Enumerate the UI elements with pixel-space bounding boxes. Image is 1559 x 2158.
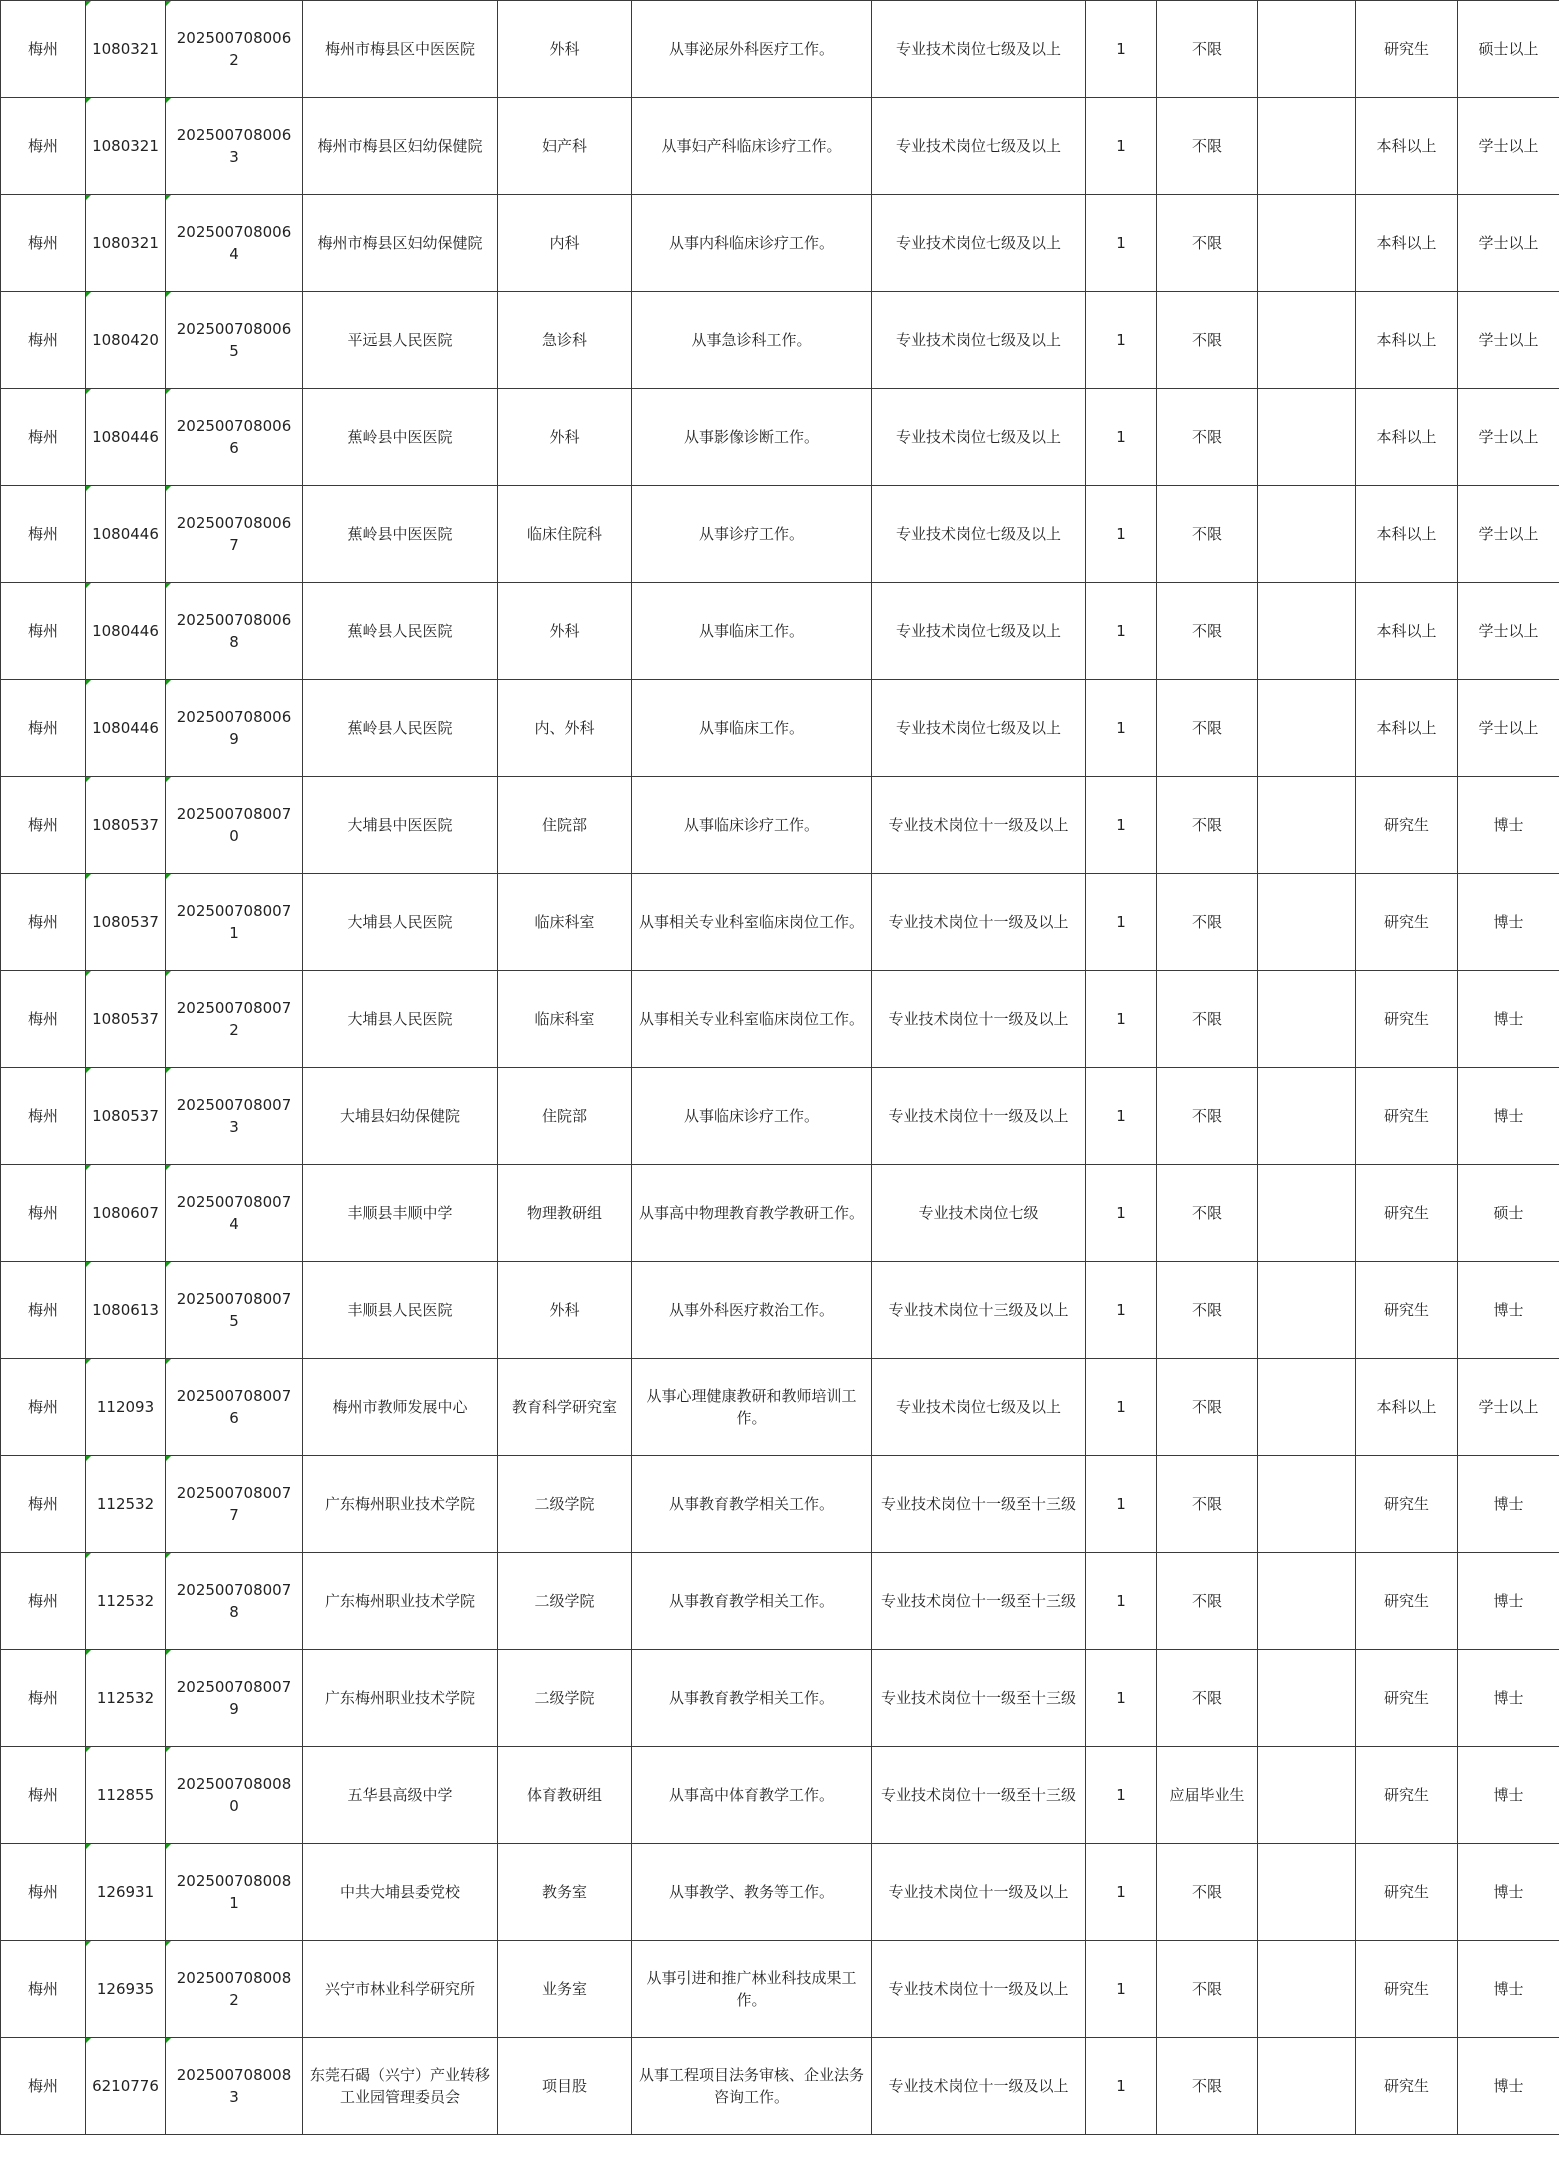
level-cell: 专业技术岗位七级及以上 xyxy=(872,1,1086,98)
count-cell: 1 xyxy=(1086,1262,1157,1359)
dept-code-cell: 1080613 xyxy=(86,1262,166,1359)
education-cell: 本科以上 xyxy=(1356,389,1458,486)
level-cell: 专业技术岗位七级及以上 xyxy=(872,680,1086,777)
count-cell: 1 xyxy=(1086,971,1157,1068)
table-row xyxy=(1,486,1559,583)
extra-cell xyxy=(1258,874,1356,971)
dept-code-cell: 1080446 xyxy=(86,680,166,777)
degree-cell: 博士 xyxy=(1458,777,1559,874)
extra-cell xyxy=(1258,1456,1356,1553)
duty-cell: 从事临床工作。 xyxy=(632,583,872,680)
unit-cell: 梅州市梅县区妇幼保健院 xyxy=(303,98,498,195)
dept-code-cell: 1080321 xyxy=(86,1,166,98)
post-code-cell: 2025007080081 xyxy=(166,1844,303,1941)
dept-code-cell: 126931 xyxy=(86,1844,166,1941)
section-cell: 二级学院 xyxy=(498,1456,632,1553)
count-cell: 1 xyxy=(1086,1165,1157,1262)
post-code-cell: 2025007080078 xyxy=(166,1553,303,1650)
city-cell: 梅州 xyxy=(1,1941,86,2038)
table-row xyxy=(1,777,1559,874)
table-row xyxy=(1,680,1559,777)
education-cell: 研究生 xyxy=(1356,2038,1458,2135)
post-code-cell: 2025007080079 xyxy=(166,1650,303,1747)
duty-cell: 从事心理健康教研和教师培训工作。 xyxy=(632,1359,872,1456)
dept-code-cell: 1080321 xyxy=(86,98,166,195)
table-row xyxy=(1,1650,1559,1747)
level-cell: 专业技术岗位十一级及以上 xyxy=(872,1844,1086,1941)
section-cell: 教务室 xyxy=(498,1844,632,1941)
post-code-cell: 2025007080069 xyxy=(166,680,303,777)
post-code-cell: 2025007080062 xyxy=(166,1,303,98)
unit-cell: 蕉岭县中医医院 xyxy=(303,389,498,486)
education-cell: 研究生 xyxy=(1356,1165,1458,1262)
degree-cell: 博士 xyxy=(1458,1456,1559,1553)
city-cell: 梅州 xyxy=(1,389,86,486)
city-cell: 梅州 xyxy=(1,292,86,389)
dept-code-cell: 1080537 xyxy=(86,1068,166,1165)
table-row xyxy=(1,389,1559,486)
section-cell: 住院部 xyxy=(498,1068,632,1165)
section-cell: 临床住院科 xyxy=(498,486,632,583)
dept-code-cell: 1080537 xyxy=(86,777,166,874)
extra-cell xyxy=(1258,292,1356,389)
level-cell: 专业技术岗位十一级及以上 xyxy=(872,874,1086,971)
post-code-cell: 2025007080082 xyxy=(166,1941,303,2038)
duty-cell: 从事高中物理教育教学教研工作。 xyxy=(632,1165,872,1262)
count-cell: 1 xyxy=(1086,389,1157,486)
section-cell: 业务室 xyxy=(498,1941,632,2038)
post-code-cell: 2025007080077 xyxy=(166,1456,303,1553)
unit-cell: 梅州市教师发展中心 xyxy=(303,1359,498,1456)
section-cell: 体育教研组 xyxy=(498,1747,632,1844)
count-cell: 1 xyxy=(1086,1941,1157,2038)
unit-cell: 大埔县人民医院 xyxy=(303,874,498,971)
extra-cell xyxy=(1258,98,1356,195)
target-cell: 不限 xyxy=(1157,2038,1258,2135)
degree-cell: 学士以上 xyxy=(1458,486,1559,583)
extra-cell xyxy=(1258,680,1356,777)
count-cell: 1 xyxy=(1086,195,1157,292)
city-cell: 梅州 xyxy=(1,1,86,98)
degree-cell: 学士以上 xyxy=(1458,195,1559,292)
level-cell: 专业技术岗位十一级及以上 xyxy=(872,777,1086,874)
target-cell: 不限 xyxy=(1157,1844,1258,1941)
dept-code-cell: 1080321 xyxy=(86,195,166,292)
degree-cell: 学士以上 xyxy=(1458,1359,1559,1456)
extra-cell xyxy=(1258,486,1356,583)
dept-code-cell: 126935 xyxy=(86,1941,166,2038)
section-cell: 临床科室 xyxy=(498,971,632,1068)
degree-cell: 学士以上 xyxy=(1458,389,1559,486)
level-cell: 专业技术岗位七级及以上 xyxy=(872,195,1086,292)
level-cell: 专业技术岗位十一级至十三级 xyxy=(872,1650,1086,1747)
extra-cell xyxy=(1258,1553,1356,1650)
count-cell: 1 xyxy=(1086,1553,1157,1650)
unit-cell: 梅州市梅县区妇幼保健院 xyxy=(303,195,498,292)
unit-cell: 梅州市梅县区中医医院 xyxy=(303,1,498,98)
table-row xyxy=(1,1165,1559,1262)
degree-cell: 博士 xyxy=(1458,1844,1559,1941)
target-cell: 不限 xyxy=(1157,1941,1258,2038)
unit-cell: 大埔县人民医院 xyxy=(303,971,498,1068)
extra-cell xyxy=(1258,389,1356,486)
level-cell: 专业技术岗位十一级及以上 xyxy=(872,1068,1086,1165)
duty-cell: 从事临床工作。 xyxy=(632,680,872,777)
duty-cell: 从事教学、教务等工作。 xyxy=(632,1844,872,1941)
section-cell: 外科 xyxy=(498,1,632,98)
count-cell: 1 xyxy=(1086,1844,1157,1941)
dept-code-cell: 1080446 xyxy=(86,486,166,583)
degree-cell: 博士 xyxy=(1458,874,1559,971)
duty-cell: 从事工程项目法务审核、企业法务咨询工作。 xyxy=(632,2038,872,2135)
count-cell: 1 xyxy=(1086,874,1157,971)
city-cell: 梅州 xyxy=(1,874,86,971)
target-cell: 不限 xyxy=(1157,680,1258,777)
duty-cell: 从事诊疗工作。 xyxy=(632,486,872,583)
target-cell: 不限 xyxy=(1157,1068,1258,1165)
table-row xyxy=(1,971,1559,1068)
degree-cell: 硕士 xyxy=(1458,1165,1559,1262)
city-cell: 梅州 xyxy=(1,98,86,195)
level-cell: 专业技术岗位七级及以上 xyxy=(872,389,1086,486)
education-cell: 本科以上 xyxy=(1356,680,1458,777)
level-cell: 专业技术岗位十一级至十三级 xyxy=(872,1553,1086,1650)
duty-cell: 从事高中体育教学工作。 xyxy=(632,1747,872,1844)
duty-cell: 从事临床诊疗工作。 xyxy=(632,777,872,874)
section-cell: 内科 xyxy=(498,195,632,292)
level-cell: 专业技术岗位十一级至十三级 xyxy=(872,1456,1086,1553)
duty-cell: 从事相关专业科室临床岗位工作。 xyxy=(632,971,872,1068)
city-cell: 梅州 xyxy=(1,486,86,583)
extra-cell xyxy=(1258,583,1356,680)
target-cell: 不限 xyxy=(1157,1650,1258,1747)
city-cell: 梅州 xyxy=(1,1068,86,1165)
count-cell: 1 xyxy=(1086,1359,1157,1456)
table-row xyxy=(1,195,1559,292)
table-row xyxy=(1,292,1559,389)
education-cell: 研究生 xyxy=(1356,1262,1458,1359)
extra-cell xyxy=(1258,1,1356,98)
dept-code-cell: 1080446 xyxy=(86,583,166,680)
dept-code-cell: 1080446 xyxy=(86,389,166,486)
table-row xyxy=(1,1,1559,98)
level-cell: 专业技术岗位十一级至十三级 xyxy=(872,1747,1086,1844)
target-cell: 不限 xyxy=(1157,1165,1258,1262)
degree-cell: 学士以上 xyxy=(1458,583,1559,680)
city-cell: 梅州 xyxy=(1,777,86,874)
unit-cell: 丰顺县人民医院 xyxy=(303,1262,498,1359)
section-cell: 二级学院 xyxy=(498,1650,632,1747)
duty-cell: 从事妇产科临床诊疗工作。 xyxy=(632,98,872,195)
table-row xyxy=(1,874,1559,971)
table-row xyxy=(1,1553,1559,1650)
degree-cell: 博士 xyxy=(1458,1068,1559,1165)
unit-cell: 东莞石碣（兴宁）产业转移工业园管理委员会 xyxy=(303,2038,498,2135)
unit-cell: 平远县人民医院 xyxy=(303,292,498,389)
degree-cell: 博士 xyxy=(1458,1262,1559,1359)
education-cell: 研究生 xyxy=(1356,1650,1458,1747)
duty-cell: 从事引进和推广林业科技成果工作。 xyxy=(632,1941,872,2038)
degree-cell: 学士以上 xyxy=(1458,98,1559,195)
duty-cell: 从事外科医疗救治工作。 xyxy=(632,1262,872,1359)
unit-cell: 兴宁市林业科学研究所 xyxy=(303,1941,498,2038)
unit-cell: 中共大埔县委党校 xyxy=(303,1844,498,1941)
duty-cell: 从事泌尿外科医疗工作。 xyxy=(632,1,872,98)
extra-cell xyxy=(1258,1068,1356,1165)
dept-code-cell: 112532 xyxy=(86,1553,166,1650)
target-cell: 不限 xyxy=(1157,1456,1258,1553)
post-code-cell: 2025007080080 xyxy=(166,1747,303,1844)
section-cell: 妇产科 xyxy=(498,98,632,195)
extra-cell xyxy=(1258,971,1356,1068)
extra-cell xyxy=(1258,777,1356,874)
target-cell: 不限 xyxy=(1157,98,1258,195)
count-cell: 1 xyxy=(1086,1650,1157,1747)
count-cell: 1 xyxy=(1086,98,1157,195)
count-cell: 1 xyxy=(1086,1068,1157,1165)
dept-code-cell: 1080537 xyxy=(86,971,166,1068)
education-cell: 本科以上 xyxy=(1356,98,1458,195)
section-cell: 教育科学研究室 xyxy=(498,1359,632,1456)
degree-cell: 博士 xyxy=(1458,1650,1559,1747)
city-cell: 梅州 xyxy=(1,1262,86,1359)
education-cell: 研究生 xyxy=(1356,1,1458,98)
post-code-cell: 2025007080070 xyxy=(166,777,303,874)
count-cell: 1 xyxy=(1086,1,1157,98)
city-cell: 梅州 xyxy=(1,1359,86,1456)
dept-code-cell: 1080420 xyxy=(86,292,166,389)
education-cell: 研究生 xyxy=(1356,777,1458,874)
extra-cell xyxy=(1258,1844,1356,1941)
unit-cell: 蕉岭县人民医院 xyxy=(303,680,498,777)
count-cell: 1 xyxy=(1086,1747,1157,1844)
dept-code-cell: 1080537 xyxy=(86,874,166,971)
post-code-cell: 2025007080068 xyxy=(166,583,303,680)
post-code-cell: 2025007080075 xyxy=(166,1262,303,1359)
dept-code-cell: 112093 xyxy=(86,1359,166,1456)
section-cell: 二级学院 xyxy=(498,1553,632,1650)
table-row xyxy=(1,1359,1559,1456)
table-row xyxy=(1,1456,1559,1553)
level-cell: 专业技术岗位七级及以上 xyxy=(872,583,1086,680)
education-cell: 本科以上 xyxy=(1356,292,1458,389)
city-cell: 梅州 xyxy=(1,1456,86,1553)
dept-code-cell: 112532 xyxy=(86,1456,166,1553)
degree-cell: 硕士以上 xyxy=(1458,1,1559,98)
duty-cell: 从事内科临床诊疗工作。 xyxy=(632,195,872,292)
unit-cell: 大埔县妇幼保健院 xyxy=(303,1068,498,1165)
post-code-cell: 2025007080067 xyxy=(166,486,303,583)
post-code-cell: 2025007080063 xyxy=(166,98,303,195)
city-cell: 梅州 xyxy=(1,1650,86,1747)
table-row xyxy=(1,1747,1559,1844)
education-cell: 本科以上 xyxy=(1356,195,1458,292)
table-row xyxy=(1,98,1559,195)
degree-cell: 博士 xyxy=(1458,1747,1559,1844)
count-cell: 1 xyxy=(1086,2038,1157,2135)
education-cell: 研究生 xyxy=(1356,1941,1458,2038)
post-code-cell: 2025007080066 xyxy=(166,389,303,486)
post-code-cell: 2025007080072 xyxy=(166,971,303,1068)
dept-code-cell: 112532 xyxy=(86,1650,166,1747)
table-row xyxy=(1,1941,1559,2038)
count-cell: 1 xyxy=(1086,486,1157,583)
extra-cell xyxy=(1258,1747,1356,1844)
post-code-cell: 2025007080074 xyxy=(166,1165,303,1262)
education-cell: 本科以上 xyxy=(1356,486,1458,583)
level-cell: 专业技术岗位十一级及以上 xyxy=(872,2038,1086,2135)
section-cell: 内、外科 xyxy=(498,680,632,777)
target-cell: 不限 xyxy=(1157,1262,1258,1359)
education-cell: 研究生 xyxy=(1356,1068,1458,1165)
level-cell: 专业技术岗位十一级及以上 xyxy=(872,1941,1086,2038)
extra-cell xyxy=(1258,1359,1356,1456)
city-cell: 梅州 xyxy=(1,1165,86,1262)
unit-cell: 丰顺县丰顺中学 xyxy=(303,1165,498,1262)
level-cell: 专业技术岗位七级 xyxy=(872,1165,1086,1262)
education-cell: 研究生 xyxy=(1356,1553,1458,1650)
dept-code-cell: 6210776 xyxy=(86,2038,166,2135)
count-cell: 1 xyxy=(1086,1456,1157,1553)
level-cell: 专业技术岗位七级及以上 xyxy=(872,1359,1086,1456)
section-cell: 物理教研组 xyxy=(498,1165,632,1262)
city-cell: 梅州 xyxy=(1,1553,86,1650)
education-cell: 本科以上 xyxy=(1356,583,1458,680)
post-code-cell: 2025007080076 xyxy=(166,1359,303,1456)
table-row xyxy=(1,583,1559,680)
city-cell: 梅州 xyxy=(1,971,86,1068)
target-cell: 不限 xyxy=(1157,486,1258,583)
extra-cell xyxy=(1258,1650,1356,1747)
post-code-cell: 2025007080064 xyxy=(166,195,303,292)
degree-cell: 学士以上 xyxy=(1458,680,1559,777)
education-cell: 研究生 xyxy=(1356,1747,1458,1844)
section-cell: 急诊科 xyxy=(498,292,632,389)
level-cell: 专业技术岗位七级及以上 xyxy=(872,98,1086,195)
section-cell: 外科 xyxy=(498,389,632,486)
city-cell: 梅州 xyxy=(1,583,86,680)
count-cell: 1 xyxy=(1086,292,1157,389)
degree-cell: 博士 xyxy=(1458,1941,1559,2038)
duty-cell: 从事相关专业科室临床岗位工作。 xyxy=(632,874,872,971)
education-cell: 研究生 xyxy=(1356,1456,1458,1553)
extra-cell xyxy=(1258,2038,1356,2135)
target-cell: 应届毕业生 xyxy=(1157,1747,1258,1844)
city-cell: 梅州 xyxy=(1,195,86,292)
table-row xyxy=(1,1844,1559,1941)
level-cell: 专业技术岗位七级及以上 xyxy=(872,486,1086,583)
unit-cell: 广东梅州职业技术学院 xyxy=(303,1650,498,1747)
unit-cell: 广东梅州职业技术学院 xyxy=(303,1553,498,1650)
target-cell: 不限 xyxy=(1157,1359,1258,1456)
education-cell: 本科以上 xyxy=(1356,1359,1458,1456)
extra-cell xyxy=(1258,1262,1356,1359)
count-cell: 1 xyxy=(1086,777,1157,874)
education-cell: 研究生 xyxy=(1356,874,1458,971)
level-cell: 专业技术岗位十三级及以上 xyxy=(872,1262,1086,1359)
table-row xyxy=(1,2038,1559,2135)
dept-code-cell: 112855 xyxy=(86,1747,166,1844)
unit-cell: 大埔县中医医院 xyxy=(303,777,498,874)
target-cell: 不限 xyxy=(1157,292,1258,389)
target-cell: 不限 xyxy=(1157,1553,1258,1650)
target-cell: 不限 xyxy=(1157,1,1258,98)
duty-cell: 从事教育教学相关工作。 xyxy=(632,1456,872,1553)
count-cell: 1 xyxy=(1086,680,1157,777)
degree-cell: 博士 xyxy=(1458,1553,1559,1650)
target-cell: 不限 xyxy=(1157,583,1258,680)
extra-cell xyxy=(1258,1941,1356,2038)
unit-cell: 蕉岭县中医医院 xyxy=(303,486,498,583)
target-cell: 不限 xyxy=(1157,874,1258,971)
duty-cell: 从事影像诊断工作。 xyxy=(632,389,872,486)
target-cell: 不限 xyxy=(1157,777,1258,874)
count-cell: 1 xyxy=(1086,583,1157,680)
unit-cell: 广东梅州职业技术学院 xyxy=(303,1456,498,1553)
extra-cell xyxy=(1258,195,1356,292)
degree-cell: 博士 xyxy=(1458,971,1559,1068)
post-code-cell: 2025007080083 xyxy=(166,2038,303,2135)
extra-cell xyxy=(1258,1165,1356,1262)
city-cell: 梅州 xyxy=(1,680,86,777)
education-cell: 研究生 xyxy=(1356,971,1458,1068)
table-row xyxy=(1,1068,1559,1165)
post-code-cell: 2025007080071 xyxy=(166,874,303,971)
target-cell: 不限 xyxy=(1157,971,1258,1068)
section-cell: 项目股 xyxy=(498,2038,632,2135)
level-cell: 专业技术岗位七级及以上 xyxy=(872,292,1086,389)
table-row xyxy=(1,1262,1559,1359)
duty-cell: 从事急诊科工作。 xyxy=(632,292,872,389)
level-cell: 专业技术岗位十一级及以上 xyxy=(872,971,1086,1068)
unit-cell: 蕉岭县人民医院 xyxy=(303,583,498,680)
section-cell: 住院部 xyxy=(498,777,632,874)
city-cell: 梅州 xyxy=(1,2038,86,2135)
unit-cell: 五华县高级中学 xyxy=(303,1747,498,1844)
section-cell: 外科 xyxy=(498,1262,632,1359)
target-cell: 不限 xyxy=(1157,195,1258,292)
dept-code-cell: 1080607 xyxy=(86,1165,166,1262)
city-cell: 梅州 xyxy=(1,1844,86,1941)
education-cell: 研究生 xyxy=(1356,1844,1458,1941)
duty-cell: 从事临床诊疗工作。 xyxy=(632,1068,872,1165)
city-cell: 梅州 xyxy=(1,1747,86,1844)
post-code-cell: 2025007080073 xyxy=(166,1068,303,1165)
degree-cell: 学士以上 xyxy=(1458,292,1559,389)
degree-cell: 博士 xyxy=(1458,2038,1559,2135)
target-cell: 不限 xyxy=(1157,389,1258,486)
duty-cell: 从事教育教学相关工作。 xyxy=(632,1553,872,1650)
section-cell: 临床科室 xyxy=(498,874,632,971)
duty-cell: 从事教育教学相关工作。 xyxy=(632,1650,872,1747)
section-cell: 外科 xyxy=(498,583,632,680)
post-code-cell: 2025007080065 xyxy=(166,292,303,389)
